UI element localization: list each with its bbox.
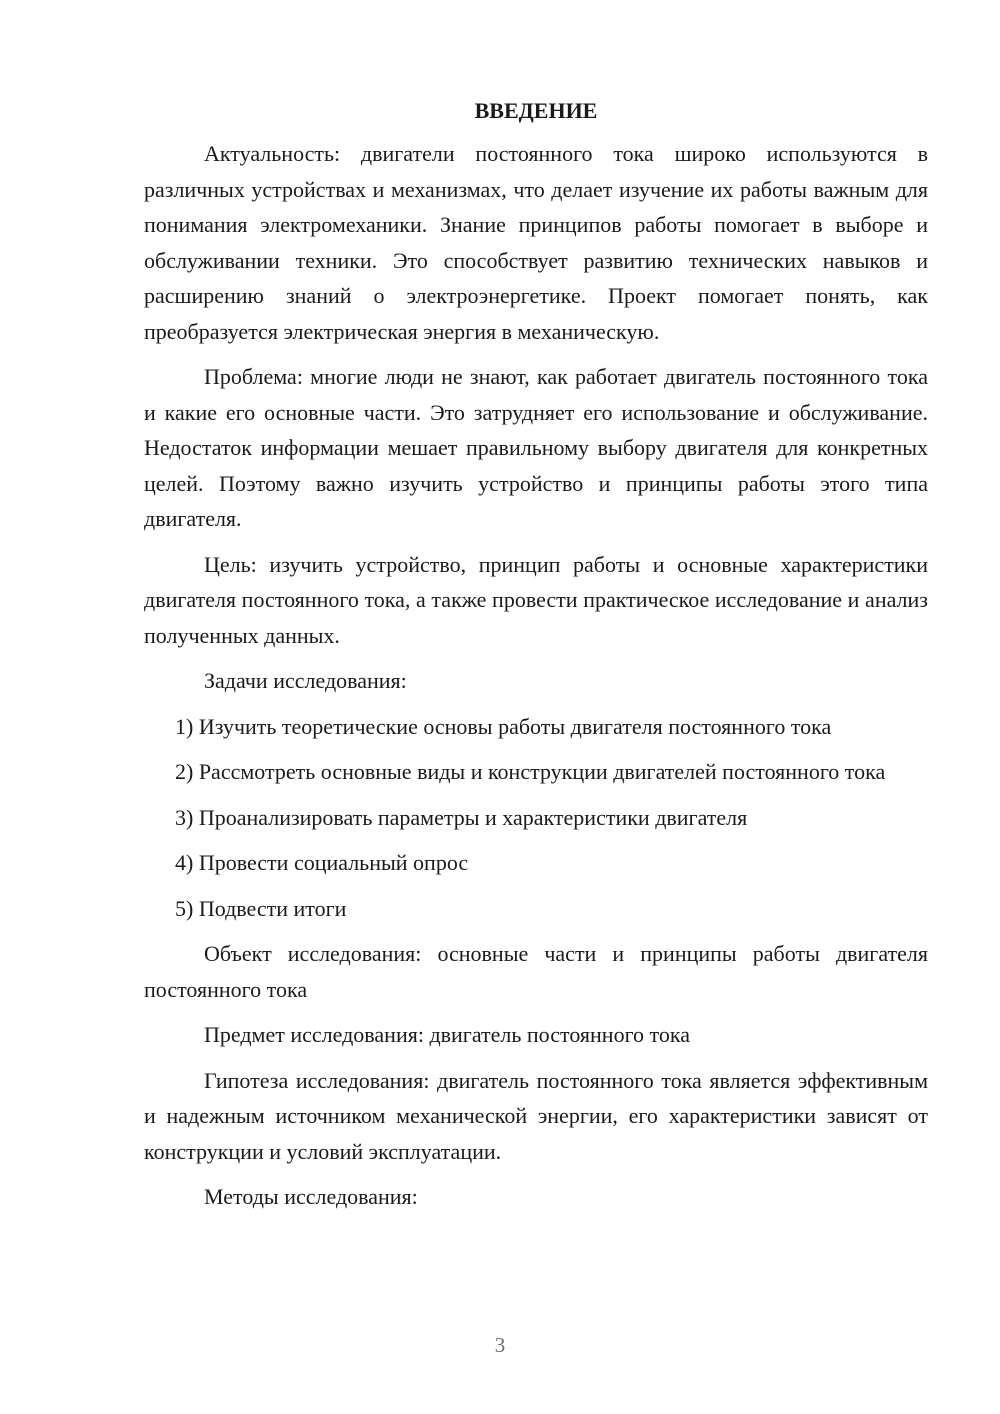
paragraph-hypothesis: Гипотеза исследования: двигатель постоянного тока является эффективным и надежным источником механической энергии, его характеристики зависят от конструкции и условий эксплуатации. <box>144 1067 928 1164</box>
task-item: 1) Изучить теоретические основы работы двигателя постоянного тока <box>175 713 832 739</box>
task-item: 5) Подвести итоги <box>175 895 347 921</box>
task-item: 3) Проанализировать параметры и характеристики двигателя <box>175 804 748 830</box>
task-item: 4) Провести социальный опрос <box>175 850 469 875</box>
paragraph-goal: Цель: изучить устройство, принцип работы и основные характеристики двигателя постоянного тока, а также провести практическое исследование и анализ полученных данных. <box>144 551 928 648</box>
task-item: 2) Рассмотреть основные виды и конструкции двигателей постоянного тока <box>175 759 886 784</box>
paragraph-relevance: Актуальность: двигатели постоянного тока широко используются в различных устройствах и механизмах, что делает изучение их работы важным для понимания электромеханики. Знание принципов работы помогает в выборе и обслуживании техники. Это способствует развитию технических навыков и расширению знаний о электроэнергетике. Проект помогает понять, как преобразуется электрическая энергия в механическую. <box>144 141 928 344</box>
page-title: ВВЕДЕНИЕ <box>474 98 598 123</box>
page-number: 3 <box>494 1333 506 1357</box>
paragraph-subject: Предмет исследования: двигатель постоянного тока <box>204 1022 690 1047</box>
paragraph-object: Объект исследования: основные части и принципы работы двигателя постоянного тока <box>144 941 928 1002</box>
paragraph-tasks-heading: Задачи исследования: <box>204 668 407 693</box>
page-content <box>144 95 928 1225</box>
paragraph-methods: Методы исследования: <box>204 1184 418 1209</box>
paragraph-problem: Проблема: многие люди не знают, как работает двигатель постоянного тока и какие его основные части. Это затрудняет его использование и обслуживание. Недостаток информации мешает правильному выбору двигателя для конкретных целей. Поэтому важно изучить устройство и принципы работы этого типа двигателя. <box>144 364 928 531</box>
